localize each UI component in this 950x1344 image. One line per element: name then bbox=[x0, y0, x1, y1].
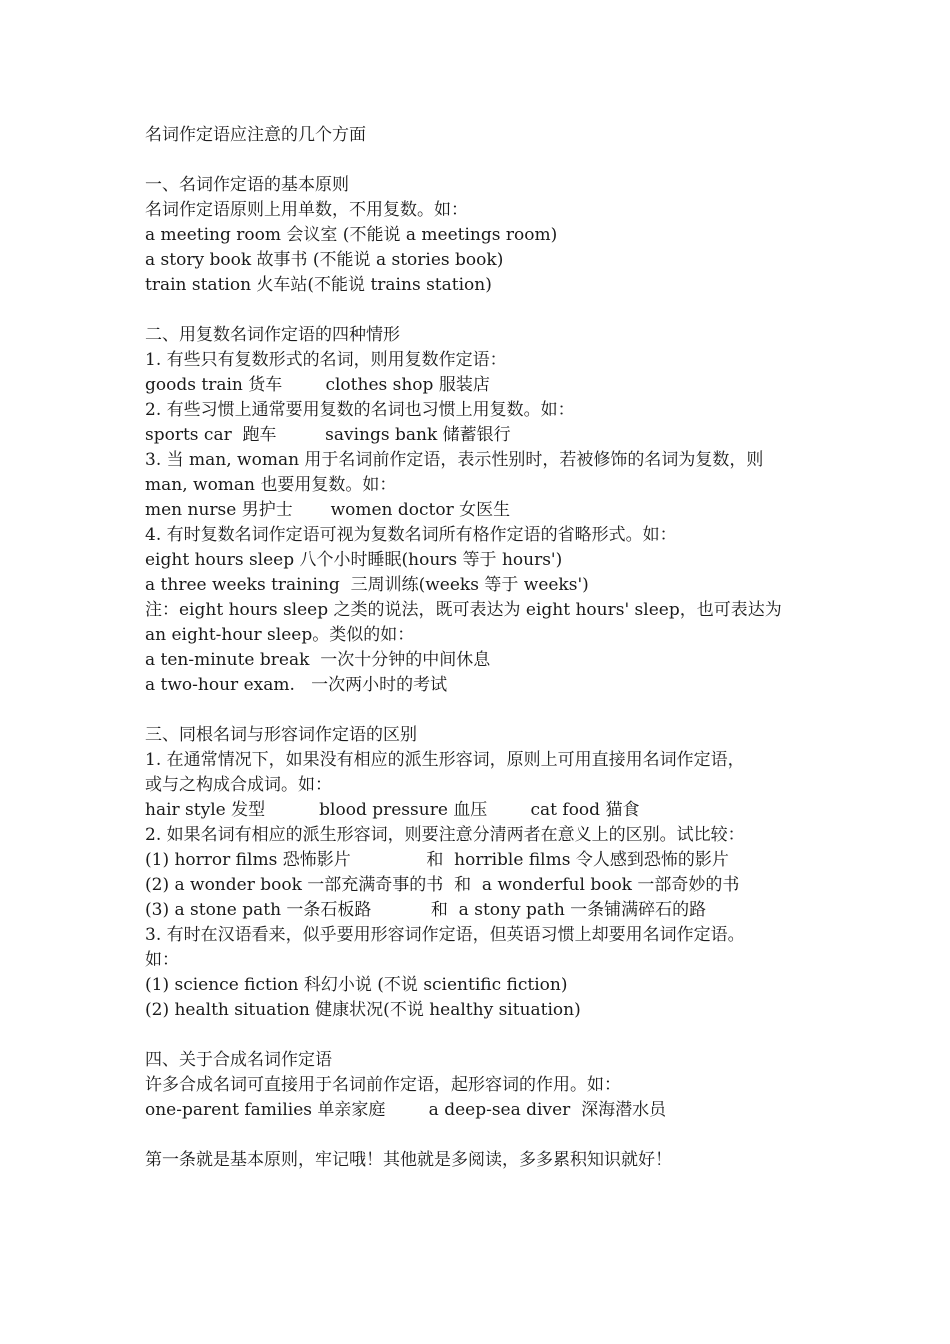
section-1 bbox=[145, 173, 835, 298]
example-line: (1) horror films 恐怖影片 和 horrible films 令人感到恐怖的影片 bbox=[145, 850, 729, 870]
example-line: a three weeks training 三周训练(weeks 等于 weeks') bbox=[145, 575, 589, 595]
section-heading: 四、关于合成名词作定语 bbox=[145, 1050, 332, 1070]
blank-line bbox=[145, 698, 835, 723]
example-line: train station 火车站(不能说 trains station) bbox=[145, 275, 492, 295]
text-line: 名词作定语原则上用单数，不用复数。如： bbox=[145, 200, 468, 220]
example-line: a two-hour exam. 一次两小时的考试 bbox=[145, 675, 448, 695]
example-line: men nurse 男护士 women doctor 女医生 bbox=[145, 500, 511, 520]
document-title: 名词作定语应注意的几个方面 bbox=[145, 125, 366, 145]
blank-line bbox=[145, 298, 835, 323]
section-4 bbox=[145, 1048, 835, 1123]
note-line: an eight-hour sleep。类似的如： bbox=[145, 625, 415, 645]
text-line: 4. 有时复数名词作定语可视为复数名词所有格作定语的省略形式。如： bbox=[145, 525, 677, 545]
section-2 bbox=[145, 323, 835, 698]
section-heading: 一、名词作定语的基本原则 bbox=[145, 175, 349, 195]
example-line: a story book 故事书 (不能说 a stories book) bbox=[145, 250, 504, 270]
section-3 bbox=[145, 723, 835, 1023]
closing-remark: 第一条就是基本原则，牢记哦！其他就是多阅读，多多累积知识就好！ bbox=[145, 1150, 672, 1170]
text-line: 许多合成名词可直接用于名词前作定语，起形容词的作用。如： bbox=[145, 1075, 621, 1095]
text-line: 2. 如果名词有相应的派生形容词，则要注意分清两者在意义上的区别。试比较： bbox=[145, 825, 745, 845]
example-line: a ten-minute break 一次十分钟的中间休息 bbox=[145, 650, 491, 670]
section-heading: 二、用复数名词作定语的四种情形 bbox=[145, 325, 400, 345]
text-line: 3. 有时在汉语看来，似乎要用形容词作定语，但英语习惯上却要用名词作定语。 bbox=[145, 925, 745, 945]
text-line: 1. 在通常情况下，如果没有相应的派生形容词，原则上可用直接用名词作定语， bbox=[145, 750, 745, 770]
text-line: 或与之构成合成词。如： bbox=[145, 775, 332, 795]
example-line: a meeting room 会议室 (不能说 a meetings room) bbox=[145, 225, 558, 245]
example-line: one-parent families 单亲家庭 a deep-sea diver 深海潜水员 bbox=[145, 1100, 667, 1120]
example-line: (2) a wonder book 一部充满奇事的书 和 a wonderful book 一部奇妙的书 bbox=[145, 875, 740, 895]
example-line: hair style 发型 blood pressure 血压 cat food 猫食 bbox=[145, 800, 640, 820]
blank-line bbox=[145, 1123, 835, 1148]
example-line: (1) science fiction 科幻小说 (不说 scientific fiction) bbox=[145, 975, 568, 995]
example-line: (3) a stone path 一条石板路 和 a stony path 一条铺满碎石的路 bbox=[145, 900, 707, 920]
note-line: 注：eight hours sleep 之类的说法，既可表达为 eight hours' sleep，也可表达为 bbox=[145, 600, 782, 620]
example-line: sports car 跑车 savings bank 储蓄银行 bbox=[145, 425, 511, 445]
blank-line bbox=[145, 1023, 835, 1048]
example-line: goods train 货车 clothes shop 服装店 bbox=[145, 375, 490, 395]
text-line: 2. 有些习惯上通常要用复数的名词也习惯上用复数。如： bbox=[145, 400, 575, 420]
text-line: 1. 有些只有复数形式的名词，则用复数作定语： bbox=[145, 350, 507, 370]
text-line: 3. 当 man, woman 用于名词前作定语，表示性别时，若被修饰的名词为复数，则 bbox=[145, 450, 764, 470]
example-line: (2) health situation 健康状况(不说 healthy situation) bbox=[145, 1000, 581, 1020]
text-line: 如： bbox=[145, 950, 179, 970]
text-line: man, woman 也要用复数。如： bbox=[145, 475, 397, 495]
section-heading: 三、同根名词与形容词作定语的区别 bbox=[145, 725, 417, 745]
example-line: eight hours sleep 八个小时睡眠(hours 等于 hours') bbox=[145, 550, 563, 570]
document-body bbox=[145, 123, 835, 1173]
blank-line bbox=[145, 148, 835, 173]
